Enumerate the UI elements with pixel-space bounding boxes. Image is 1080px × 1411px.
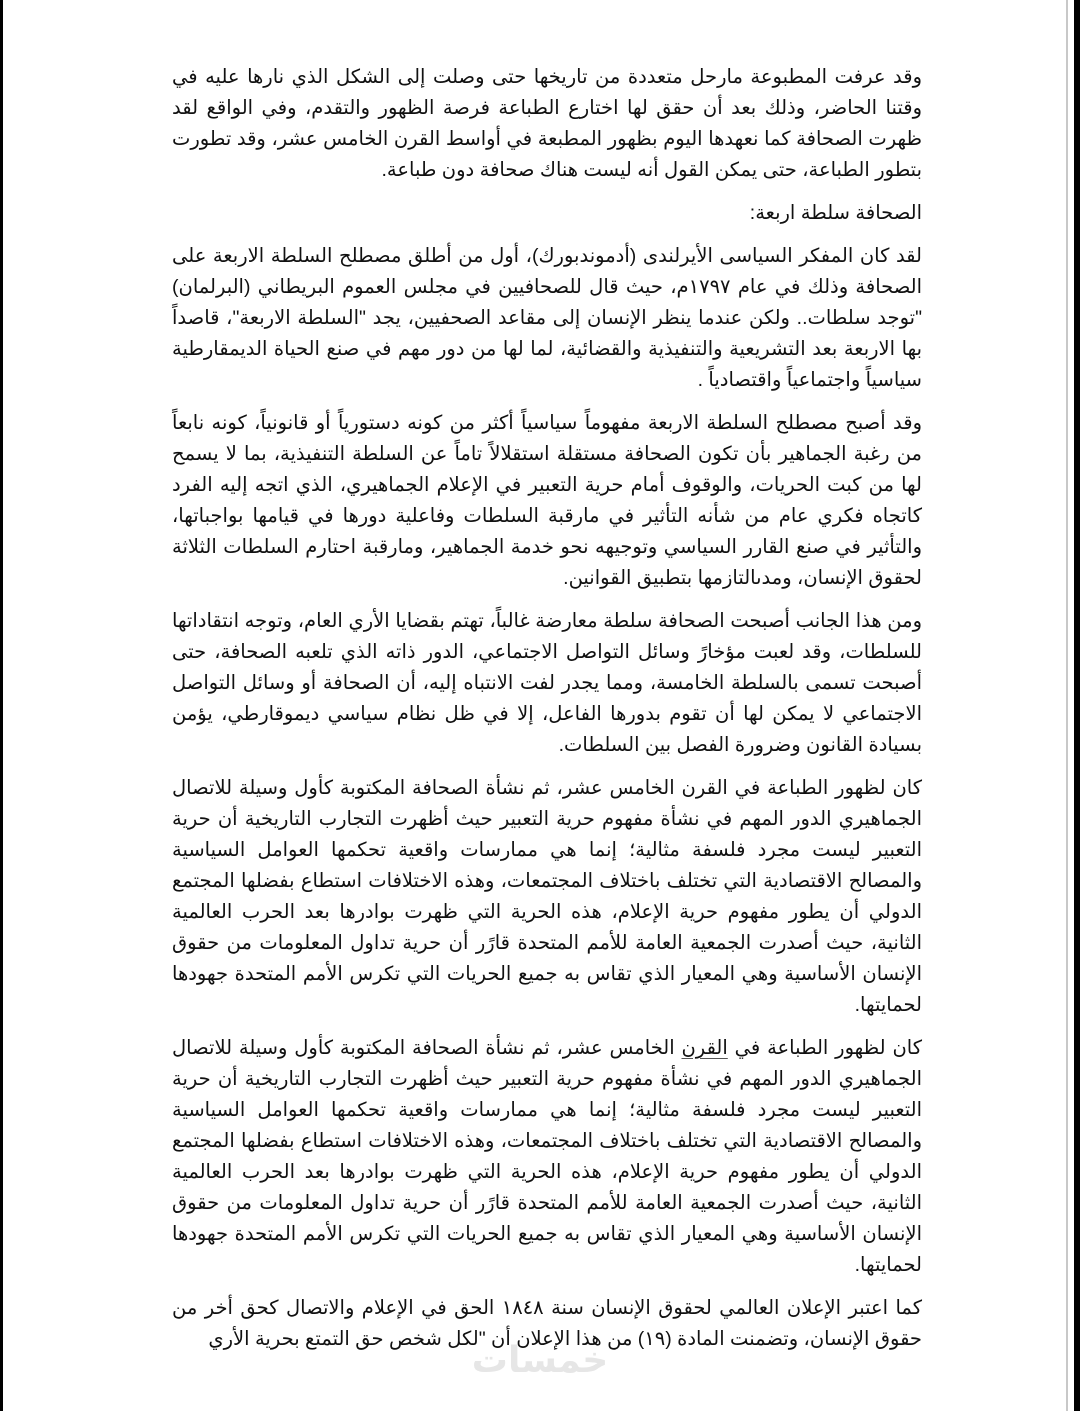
paragraph-political-concept: وقد أصبح مصطلح السلطة الاربعة مفهوماً سياسياً أكثر من كونه دستورياً أو قانونياً، كونه نابعاً من رغبة الجماهير بأن تكون الصحافة مستقلة استقلالاً تاماً عن السلطة التنفيذية، بما لا يسمح لها من كبت الحريات، والوقوف أمام حرية التعبير في الإعلام الجماهيري، الذي اتجه إليه الفرد كاتجاه فكري عام من شأنه التأثير في مارقبة السلطات وفاعلية دورها في قيامها بواجباتها، والتأثير في صنع القارر السياسي وتوجيهه نحو خدمة الجماهير، ومارقبة احتارم السلطات الثلاثة لحقوق الإنسان، ومدىالتازمها بتطبيق القوانين.: [172, 412, 922, 589]
paragraph-universal-declaration: كما اعتبر الإعلان العالمي لحقوق الإنسان سنة ١٨٤٨ الحق في الإعلام والاتصال كحق أخر من حقوق الإنسان، وتضمنت المادة (١٩) من هذا الإعلان أن "لكل شخص حق التمتع بحرية الأري: [172, 1297, 922, 1350]
document-body: [172, 62, 922, 1367]
paragraph-freedom-of-expression: كان لظهور الطباعة في القرن الخامس عشر، ثم نشأة الصحافة المكتوبة كأول وسيلة للاتصال الجماهيري الدور المهم في نشأة مفهوم حرية التعبير حيث أظهرت التجارب التاريخية أن حرية التعبير ليست مجرد فلسفة مثالية؛ إنما هي ممارسات واقعية تحكمها العوامل السياسية والمصالح الاقتصادية التي تختلف باختلاف المجتمعات، وهذه الاختلافات استطاع بفضلها المجتمع الدولي أن يطور مفهوم حرية الإعلام، هذه الحرية التي ظهرت بوادرها بعد الحرب العالمية الثانية، حيث أصدرت الجمعية العامة للأمم المتحدة قارًر أن حرية تداول المعلومات من حقوق الإنسان الأساسية وهي المعيار الذي تقاس به جميع الحريات التي تكرس الأمم المتحدة جهودها لحمايتها.: [172, 777, 923, 1016]
khamsat-watermark-logo: خمسات: [471, 1340, 609, 1381]
document-page: [3, 0, 1074, 1411]
text-segment: كان لظهور الطباعة في: [727, 1037, 922, 1059]
paragraph-opposition-power: ومن هذا الجانب أصبحت الصحافة سلطة معارضة غالباً، تهتم بقضايا الأري العام، وتوجه انتقاداتها للسلطات، وقد لعبت مؤخارً وسائل التواصل الاجتماعي، الدور ذاته الذي تلعبه الصحافة، حتى أصبحت تسمى بالسلطة الخامسة، ومما يجدر لفت الانتباه إليه، أن الصحافة أو وسائل التواصل الاجتماعي لا يمكن لها أن تقوم بدورها الفاعل، إلا في ظل نظام سياسي ديموقارطي، يؤمن بسيادة القانون وضرورة الفصل بين السلطات.: [172, 610, 922, 756]
underlined-word: القرن: [681, 1037, 728, 1059]
section-heading-fourth-estate: الصحافة سلطة اربعة:: [749, 202, 922, 224]
paragraph-freedom-of-expression-duplicate: [172, 1033, 922, 1281]
text-segment: الخامس عشر، ثم نشأة الصحافة المكتوبة كأول وسيلة للاتصال الجماهيري الدور المهم في نشأة مفهوم حرية التعبير حيث أظهرت التجارب التاريخية أن حرية التعبير ليست مجرد فلسفة مثالية؛ إنما هي ممارسات واقعية تحكمها العوامل السياسية والمصالح الاقتصادية التي تختلف باختلاف المجتمعات، وهذه الاختلافات استطاع بفضلها المجتمع الدولي أن يطور مفهوم حرية الإعلام، هذه الحرية التي ظهرت بوادرها بعد الحرب العالمية الثانية، حيث أصدرت الجمعية العامة للأمم المتحدة قارًر أن حرية تداول المعلومات من حقوق الإنسان الأساسية وهي المعيار الذي تقاس به جميع الحريات التي تكرس الأمم المتحدة جهودها لحمايتها.: [172, 1037, 923, 1276]
page-edge: [1066, 0, 1068, 1411]
paragraph-printing-history: وقد عرفت المطبوعة مارحل متعددة من تاريخها حتى وصلت إلى الشكل الذي نارها عليه في وقتنا الحاضر، وذلك بعد أن حقق لها اختارع الطباعة فرصة الظهور والتقدم، وفي الواقع لقد ظهرت الصحافة كما نعهدها اليوم بظهور المطبعة في أواسط القرن الخامس عشر، وقد تطورت بتطور الطباعة، حتى يمكن القول أنه ليست هناك صحافة دون طباعة.: [172, 66, 922, 181]
paragraph-burke-origin: لقد كان المفكر السياسى الأيرلندى (أدموندبورك)، أول من أطلق مصطلح السلطة الاربعة على الصحافة وذلك في عام ١٧٩٧م، حيث قال للصحافيين في مجلس العموم البريطاني (البرلمان) "توجد سلطات.. ولكن عندما ينظر الإنسان إلى مقاعد الصحفيين، يجد "السلطة الاربعة"، قاصداً بها الاربعة بعد التشريعية والتنفيذية والقضائية، لما لها من دور مهم في صنع الحياة الديمقارطية سياسياً واجتماعياً واقتصادياً .: [172, 245, 922, 391]
